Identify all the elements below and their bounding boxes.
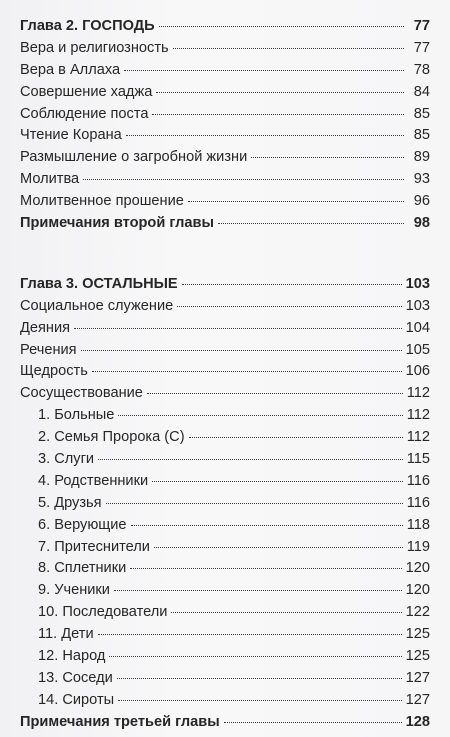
dot-leader xyxy=(118,414,402,416)
toc-entry-title: 6. Верующие xyxy=(38,516,127,533)
dot-leader xyxy=(218,222,404,224)
toc-entry-title: Чтение Корана xyxy=(20,127,122,144)
toc-entry-title: 2. Семья Пророка (С) xyxy=(38,429,185,446)
toc-entry-page-number: 77 xyxy=(413,18,430,34)
toc-entry xyxy=(20,361,430,383)
toc-entry-title: Сосуществование xyxy=(20,385,143,402)
toc-entry xyxy=(20,340,430,362)
toc-entry-title: 1. Больные xyxy=(38,407,115,424)
toc-entry-title: 14. Сироты xyxy=(38,691,115,708)
toc-entry-page-number: 127 xyxy=(405,669,430,686)
toc-entry-title: Глава 3. ОСТАЛЬНЫЕ xyxy=(20,275,178,292)
toc-entry-page-number: 103 xyxy=(405,297,430,314)
toc-entry-page-number: 85 xyxy=(413,105,430,122)
toc-entry-page-number: 106 xyxy=(405,363,430,380)
dot-leader xyxy=(152,113,404,115)
toc-entry xyxy=(20,147,430,169)
toc-entry-page-number: 104 xyxy=(405,319,430,336)
toc-entry-title: 3. Слуги xyxy=(38,451,95,468)
dot-leader xyxy=(173,47,404,49)
toc-section-chapter-2 xyxy=(20,16,430,235)
dot-leader xyxy=(117,677,402,679)
toc-entry xyxy=(20,383,430,405)
toc-entry-title: Совершение хаджа xyxy=(20,83,153,100)
toc-entry-title: 7. Притеснители xyxy=(38,538,150,555)
toc-entry-page-number: 115 xyxy=(406,451,430,468)
toc-entry-page-number: 103 xyxy=(405,275,430,292)
dot-leader xyxy=(177,305,401,307)
section-gap xyxy=(20,235,430,274)
toc-entry xyxy=(20,712,430,734)
toc-entry-page-number: 119 xyxy=(406,538,430,555)
dot-leader xyxy=(81,349,402,351)
dot-leader xyxy=(156,91,404,93)
toc-entry-title: 11. Дети xyxy=(38,626,94,643)
toc-entry-page-number: 98 xyxy=(413,215,430,232)
toc-entry xyxy=(20,646,430,668)
toc-entry-page-number: 118 xyxy=(406,516,430,533)
toc-entry-page-number: 127 xyxy=(405,691,430,708)
toc-entry-page-number: 122 xyxy=(405,604,430,621)
toc-entry xyxy=(20,125,430,147)
toc-entry xyxy=(20,493,430,515)
toc-entry-title: Глава 2. ГОСПОДЬ xyxy=(20,18,155,34)
toc-entry-title: 10. Последователи xyxy=(38,604,168,621)
toc-entry-page-number: 85 xyxy=(413,127,430,144)
dot-leader xyxy=(109,655,401,657)
dot-leader xyxy=(124,69,404,71)
toc-entry xyxy=(20,537,430,559)
toc-entry-title: Примечания второй главы xyxy=(20,215,214,232)
toc-entry-title: Вера и религиозность xyxy=(20,39,169,56)
toc-entry xyxy=(20,449,430,471)
dot-leader xyxy=(159,25,404,27)
toc-entry xyxy=(20,104,430,126)
toc-entry-title: Деяния xyxy=(20,319,71,336)
toc-entry xyxy=(20,668,430,690)
toc-entry-page-number: 105 xyxy=(405,341,430,358)
toc-entry-page-number: 93 xyxy=(413,171,430,188)
toc-entry xyxy=(20,580,430,602)
toc-entry-page-number: 125 xyxy=(405,648,430,665)
dot-leader xyxy=(98,633,402,635)
toc-entry-page-number: 120 xyxy=(405,560,430,577)
toc-entry xyxy=(20,471,430,493)
toc-entry-page-number: 125 xyxy=(405,626,430,643)
dot-leader xyxy=(154,546,403,548)
toc-entry xyxy=(20,274,430,296)
toc-entry-title: Соблюдение поста xyxy=(20,105,149,122)
dot-leader xyxy=(92,370,402,372)
dot-leader xyxy=(189,436,403,438)
toc-entry xyxy=(20,318,430,340)
toc-entry-page-number: 78 xyxy=(413,61,430,78)
toc-entry-title: Социальное служение xyxy=(20,297,174,314)
dot-leader xyxy=(74,327,402,329)
toc-entry xyxy=(20,213,430,235)
dot-leader xyxy=(188,200,404,202)
dot-leader xyxy=(126,134,404,136)
toc-entry-title: Примечания третьей главы xyxy=(20,713,220,730)
toc-entry-page-number: 84 xyxy=(413,83,430,100)
toc-entry xyxy=(20,82,430,104)
dot-leader xyxy=(106,502,403,504)
toc-entry xyxy=(20,60,430,82)
toc-entry-title: Речения xyxy=(20,341,77,358)
toc-entry-title: 8. Сплетники xyxy=(38,560,127,577)
toc-entry-page-number: 116 xyxy=(406,494,430,511)
toc-entry-page-number: 116 xyxy=(406,472,430,489)
dot-leader xyxy=(118,699,402,701)
table-of-contents xyxy=(20,16,430,734)
dot-leader xyxy=(83,178,404,180)
dot-leader xyxy=(251,156,404,158)
toc-entry xyxy=(20,602,430,624)
toc-entry xyxy=(20,296,430,318)
toc-entry xyxy=(20,38,430,60)
toc-entry-page-number: 112 xyxy=(406,385,430,402)
toc-entry xyxy=(20,427,430,449)
dot-leader xyxy=(131,524,403,526)
toc-entry-title: Размышление о загробной жизни xyxy=(20,149,248,166)
toc-entry xyxy=(20,405,430,427)
dot-leader xyxy=(130,567,401,569)
toc-entry xyxy=(20,169,430,191)
dot-leader xyxy=(147,392,403,394)
toc-entry-page-number: 96 xyxy=(413,193,430,210)
toc-entry-page-number: 112 xyxy=(406,407,430,424)
toc-entry-page-number: 120 xyxy=(405,582,430,599)
dot-leader xyxy=(114,589,402,591)
toc-entry-title: 9. Ученики xyxy=(38,582,110,599)
toc-entry-title: 4. Родственники xyxy=(38,472,149,489)
dot-leader xyxy=(152,480,403,482)
toc-section-chapter-3 xyxy=(20,274,430,734)
dot-leader xyxy=(98,458,403,460)
toc-entry-page-number: 77 xyxy=(413,39,430,56)
toc-entry xyxy=(20,16,430,38)
toc-entry xyxy=(20,515,430,537)
dot-leader xyxy=(182,283,402,285)
toc-entry-page-number: 128 xyxy=(405,713,430,730)
toc-entry xyxy=(20,690,430,712)
toc-entry-page-number: 112 xyxy=(406,429,430,446)
toc-entry-title: Щедрость xyxy=(20,363,88,380)
toc-entry xyxy=(20,558,430,580)
toc-entry-title: 12. Народ xyxy=(38,648,106,665)
dot-leader xyxy=(171,611,401,613)
toc-entry-title: Молитвенное прошение xyxy=(20,193,184,210)
toc-entry-title: 13. Соседи xyxy=(38,669,113,686)
toc-entry xyxy=(20,191,430,213)
toc-entry-title: Молитва xyxy=(20,171,80,188)
toc-entry-title: 5. Друзья xyxy=(38,494,102,511)
toc-entry xyxy=(20,624,430,646)
dot-leader xyxy=(224,721,402,723)
toc-entry-page-number: 89 xyxy=(413,149,430,166)
toc-entry-title: Вера в Аллаха xyxy=(20,61,121,78)
